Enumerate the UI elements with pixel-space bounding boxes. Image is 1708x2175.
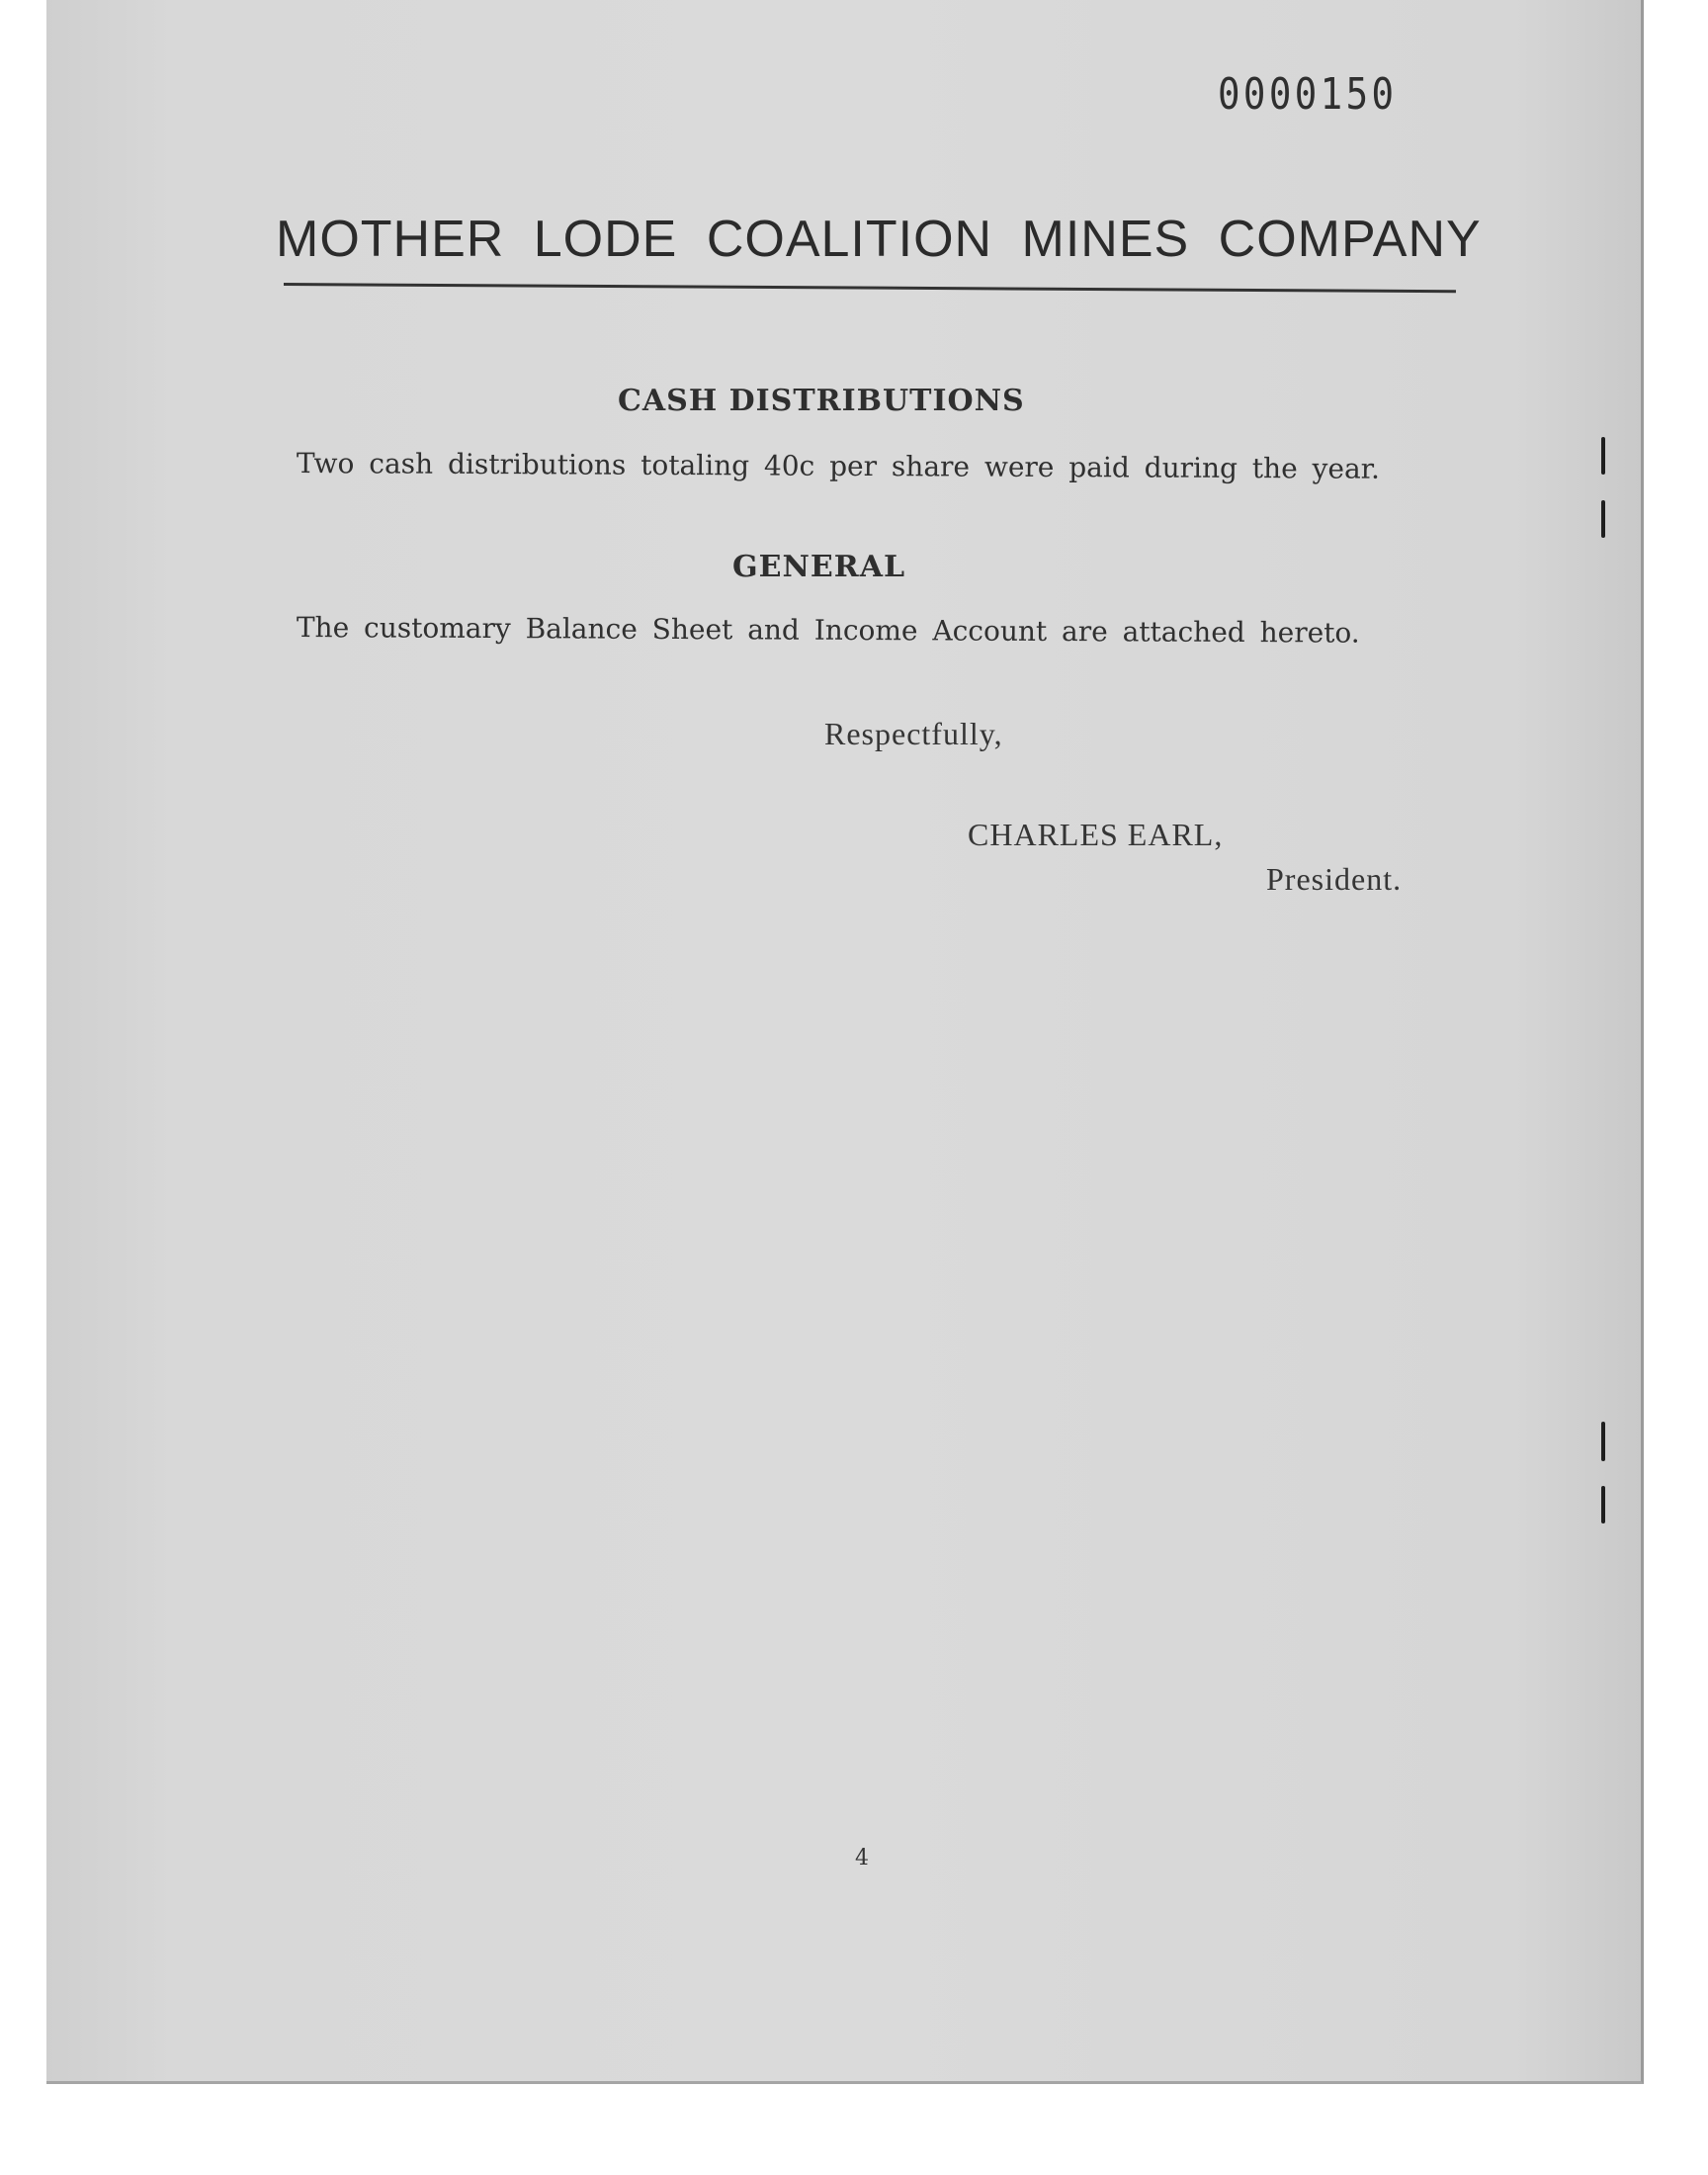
- company-title: MOTHER LODE COALITION MINES COMPANY: [276, 211, 1482, 268]
- title-underline: [284, 283, 1456, 293]
- cash-distributions-body: Two cash distributions totaling 40c per share were paid during the year.: [296, 447, 1380, 485]
- general-heading: GENERAL: [732, 550, 906, 584]
- closing-salutation: Respectfully,: [824, 716, 1003, 751]
- page-number: 4: [855, 1846, 869, 1870]
- general-body: The customary Balance Sheet and Income Account are attached hereto.: [296, 611, 1360, 650]
- document-page: [46, 0, 1644, 2084]
- binder-mark: [1601, 1486, 1605, 1523]
- stamp-number: 0000150: [1218, 69, 1398, 120]
- binder-mark: [1601, 1422, 1605, 1461]
- binder-mark: [1601, 500, 1605, 538]
- signatory-title: President.: [1266, 861, 1403, 897]
- binder-mark: [1601, 437, 1605, 475]
- cash-distributions-heading: CASH DISTRIBUTIONS: [618, 384, 1025, 418]
- signatory-name: CHARLES EARL,: [968, 817, 1224, 852]
